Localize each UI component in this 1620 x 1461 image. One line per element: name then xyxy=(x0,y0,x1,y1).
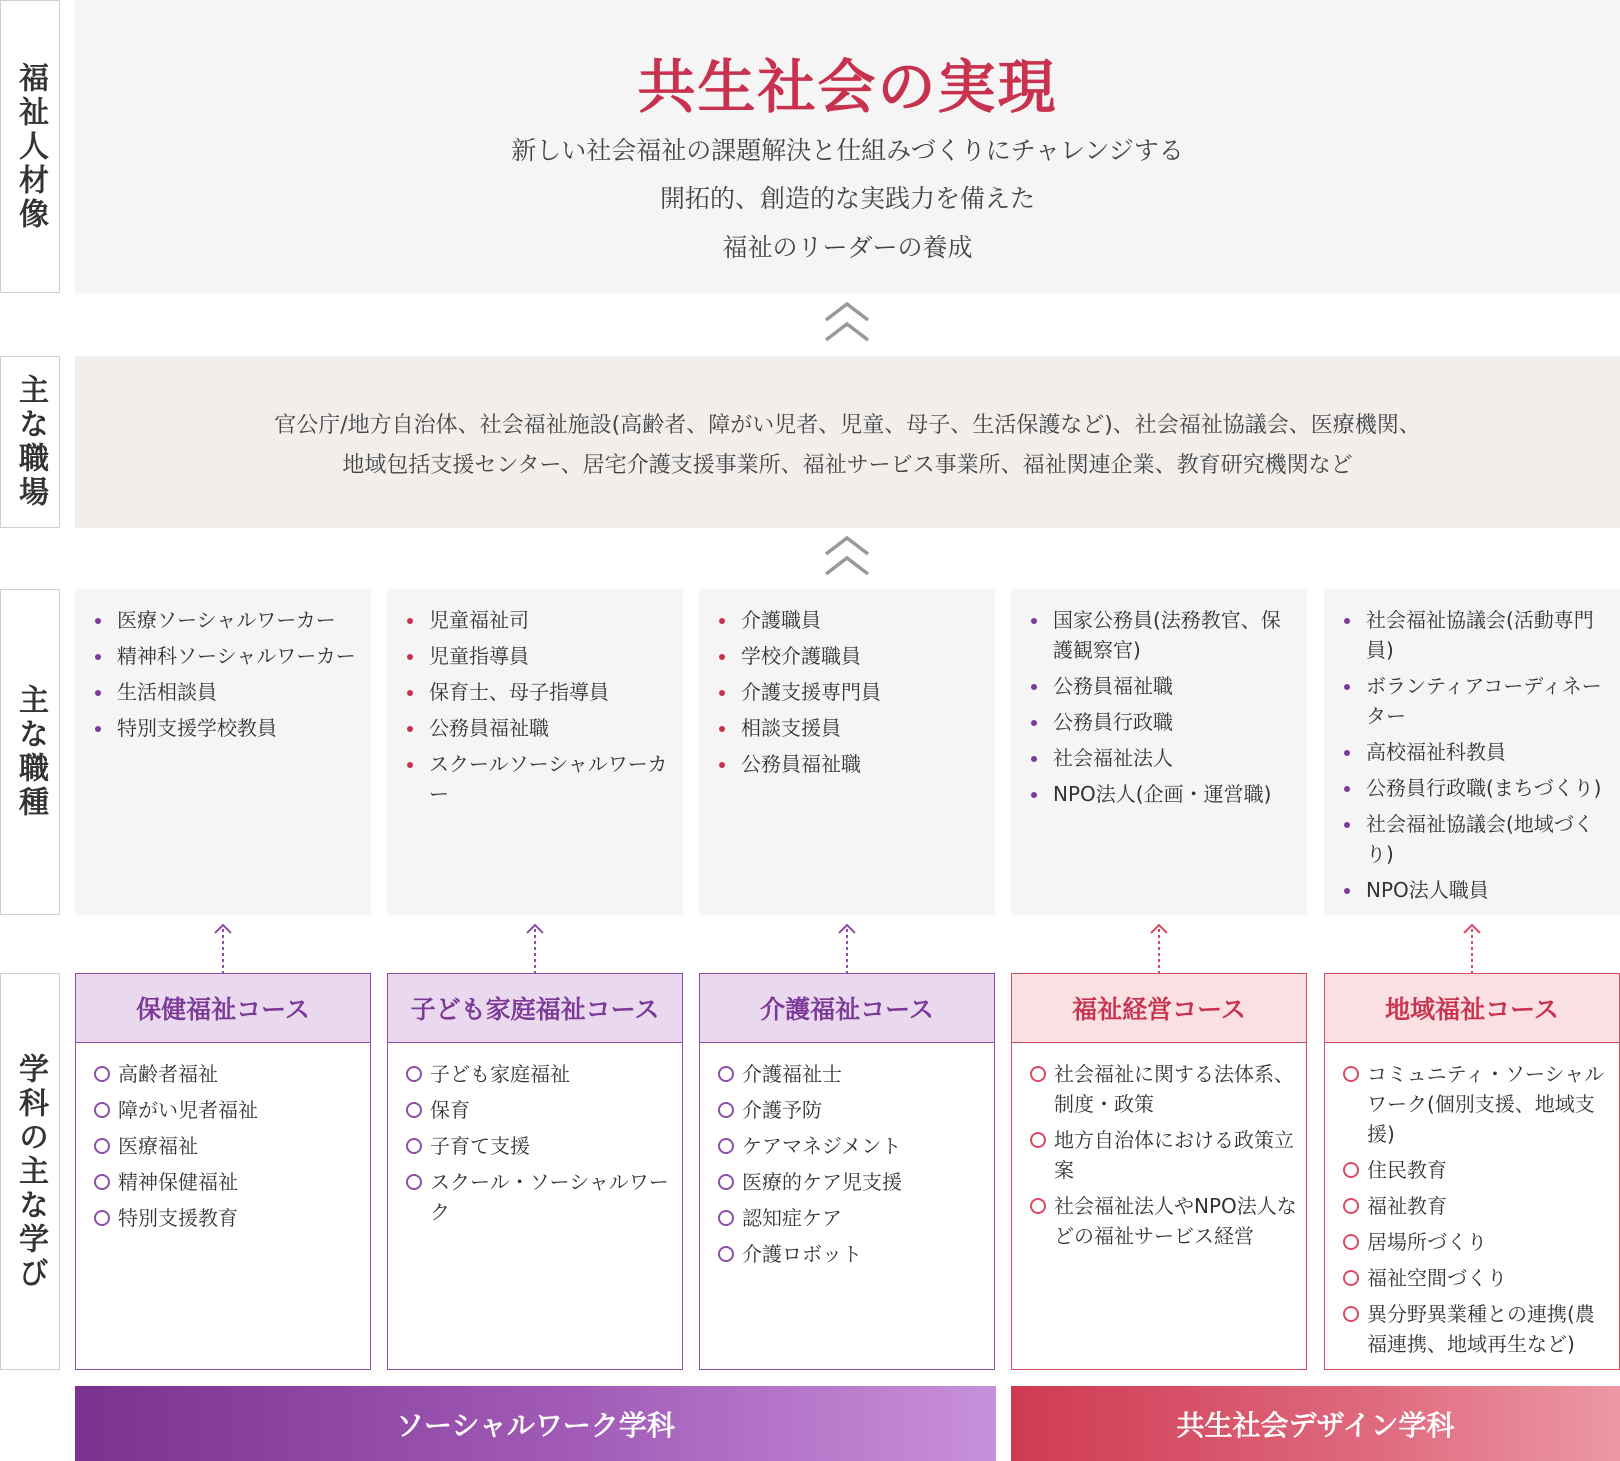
course-item: 子ども家庭福祉 xyxy=(406,1059,674,1089)
vision-line-1: 新しい社会福祉の課題解決と仕組みづくりにチャレンジする xyxy=(511,136,1184,165)
job-item: 保育士、母子指導員 xyxy=(403,677,671,707)
course-title: 地域福祉コース xyxy=(1325,974,1619,1043)
course-item: 介護ロボット xyxy=(718,1239,986,1269)
course-item: 社会福祉法人やNPO法人などの福祉サービス経営 xyxy=(1030,1191,1298,1251)
job-item: 公務員福祉職 xyxy=(1027,671,1295,701)
course-card-hoken xyxy=(75,973,371,1370)
course-card-kaigo xyxy=(699,973,995,1370)
course-item: 介護予防 xyxy=(718,1095,986,1125)
job-item: 公務員行政職(まちづくり) xyxy=(1340,773,1608,803)
dotted-arrow-up-icon xyxy=(1149,923,1169,973)
vision-line-3: 福祉のリーダーの養成 xyxy=(722,233,973,262)
job-item: NPO法人職員 xyxy=(1340,875,1608,905)
course-item: ケアマネジメント xyxy=(718,1131,986,1161)
job-item: 特別支援学校教員 xyxy=(91,713,359,743)
job-item: 介護支援専門員 xyxy=(715,677,983,707)
job-item: 社会福祉協議会(地域づくり) xyxy=(1340,809,1608,869)
side-label-studies xyxy=(0,973,60,1370)
job-column-kaigo xyxy=(699,589,995,915)
side-label-workplace xyxy=(0,356,60,528)
course-item: 認知症ケア xyxy=(718,1203,986,1233)
course-item: 福祉空間づくり xyxy=(1343,1263,1611,1293)
dotted-arrow-up-icon xyxy=(837,923,857,973)
job-item: 相談支援員 xyxy=(715,713,983,743)
double-chevron-up-icon xyxy=(823,302,871,346)
course-item: 保育 xyxy=(406,1095,674,1125)
job-column-chiiki xyxy=(1324,589,1620,915)
course-item: 介護福祉士 xyxy=(718,1059,986,1089)
job-item: ボランティアコーディネーター xyxy=(1340,671,1608,731)
dotted-arrow-up-icon xyxy=(213,923,233,973)
job-item: 医療ソーシャルワーカー xyxy=(91,605,359,635)
job-item: 生活相談員 xyxy=(91,677,359,707)
course-item: 子育て支援 xyxy=(406,1131,674,1161)
course-item: 精神保健福祉 xyxy=(94,1167,362,1197)
course-item: 住民教育 xyxy=(1343,1155,1611,1185)
job-item: スクールソーシャルワーカー xyxy=(403,749,671,809)
job-item: 児童指導員 xyxy=(403,641,671,671)
course-item: 医療福祉 xyxy=(94,1131,362,1161)
job-item: 精神科ソーシャルワーカー xyxy=(91,641,359,671)
course-item: 社会福祉に関する法体系、制度・政策 xyxy=(1030,1059,1298,1119)
side-label-job-types-text: 主な職種 xyxy=(13,684,48,820)
job-column-kodomo xyxy=(387,589,683,915)
job-item: 国家公務員(法務教官、保護観察官) xyxy=(1027,605,1295,665)
job-item: 社会福祉法人 xyxy=(1027,743,1295,773)
department-kyosei-design: 共生社会デザイン学科 xyxy=(1011,1386,1620,1461)
dotted-arrow-up-icon xyxy=(525,923,545,973)
course-item: 高齢者福祉 xyxy=(94,1059,362,1089)
course-card-keiei xyxy=(1011,973,1307,1370)
job-item: NPO法人(企画・運営職) xyxy=(1027,779,1295,809)
course-item: 医療的ケア児支援 xyxy=(718,1167,986,1197)
side-label-workplace-text: 主な職場 xyxy=(13,374,48,510)
course-item: 異分野異業種との連携(農福連携、地域再生など) xyxy=(1343,1299,1611,1359)
course-card-kodomo xyxy=(387,973,683,1370)
vision-line-2: 開拓的、創造的な実践力を備えた xyxy=(659,184,1035,213)
job-item: 公務員福祉職 xyxy=(715,749,983,779)
course-title: 保健福祉コース xyxy=(76,974,370,1043)
dotted-arrow-up-icon xyxy=(1462,923,1482,973)
job-item: 高校福祉科教員 xyxy=(1340,737,1608,767)
job-column-hoken xyxy=(75,589,371,915)
vision-title: 共生社会の実現 xyxy=(637,53,1058,121)
department-social-work: ソーシャルワーク学科 xyxy=(75,1386,996,1461)
job-item: 児童福祉司 xyxy=(403,605,671,635)
job-item: 社会福祉協議会(活動専門員) xyxy=(1340,605,1608,665)
course-item: 障がい児者福祉 xyxy=(94,1095,362,1125)
side-label-vision xyxy=(0,0,60,293)
course-item: 居場所づくり xyxy=(1343,1227,1611,1257)
course-title: 子ども家庭福祉コース xyxy=(388,974,682,1043)
course-card-chiiki xyxy=(1324,973,1620,1370)
job-item: 公務員福祉職 xyxy=(403,713,671,743)
vision-panel xyxy=(75,0,1620,293)
workplace-line-2: 地域包括支援センター、居宅介護支援事業所、福祉サービス事業所、福祉関連企業、教育研究機関など xyxy=(342,453,1353,478)
course-item: 福祉教育 xyxy=(1343,1191,1611,1221)
workplace-panel xyxy=(75,356,1620,528)
workplace-line-1: 官公庁/地方自治体、社会福祉施設(高齢者、障がい児者、児童、母子、生活保護など)、社会福祉協議会、医療機関、 xyxy=(274,413,1421,438)
course-item: スクール・ソーシャルワーク xyxy=(406,1167,674,1227)
side-label-studies-text: 学科の主な学び xyxy=(13,1052,48,1291)
course-title: 福祉経営コース xyxy=(1012,974,1306,1043)
course-title: 介護福祉コース xyxy=(700,974,994,1043)
job-item: 公務員行政職 xyxy=(1027,707,1295,737)
double-chevron-up-icon xyxy=(823,536,871,580)
course-item: 地方自治体における政策立案 xyxy=(1030,1125,1298,1185)
job-item: 学校介護職員 xyxy=(715,641,983,671)
course-item: コミュニティ・ソーシャルワーク(個別支援、地域支援) xyxy=(1343,1059,1611,1149)
job-column-keiei xyxy=(1011,589,1307,915)
course-item: 特別支援教育 xyxy=(94,1203,362,1233)
side-label-job-types xyxy=(0,589,60,915)
job-item: 介護職員 xyxy=(715,605,983,635)
side-label-vision-text: 福祉人材像 xyxy=(13,61,48,232)
